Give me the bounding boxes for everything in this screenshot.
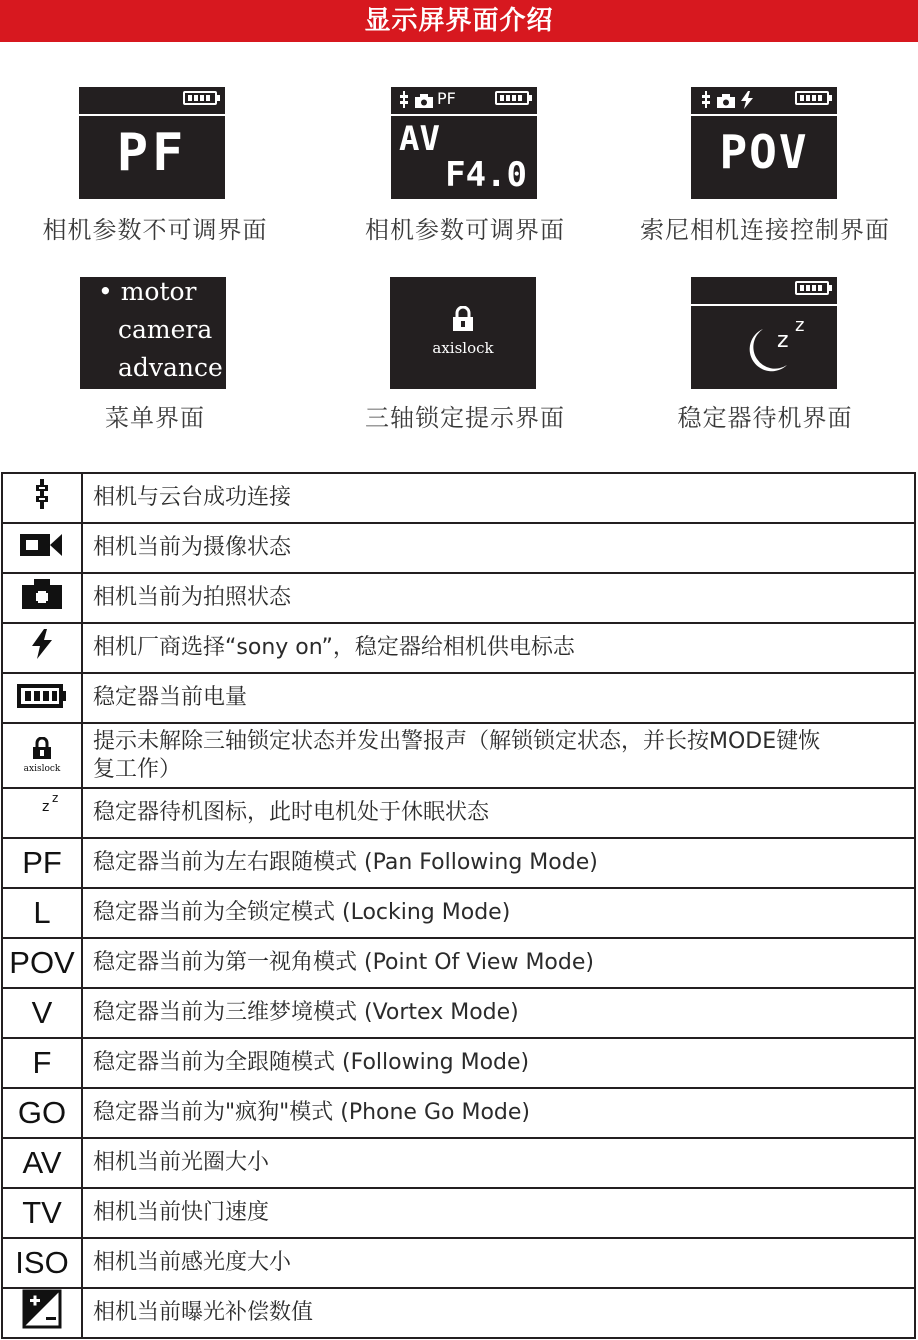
table-row bbox=[2, 623, 915, 673]
legend-description: 稳定器待机图标，此时电机处于休眠状态 bbox=[82, 788, 915, 838]
mode-label: GO bbox=[2, 1088, 82, 1138]
screen-axislock bbox=[390, 277, 536, 389]
axislock-label: axislock bbox=[432, 339, 494, 357]
screen-params-adjustable bbox=[391, 87, 537, 199]
exposure-compensation-icon bbox=[22, 1301, 62, 1336]
mode-label: PF bbox=[2, 838, 82, 888]
video-camera-icon bbox=[20, 530, 64, 565]
table-row bbox=[2, 1138, 915, 1188]
table-row bbox=[2, 838, 915, 888]
table-row bbox=[2, 988, 915, 1038]
legend-description: 稳定器当前为"疯狗"模式 (Phone Go Mode) bbox=[82, 1088, 915, 1138]
photo-camera-icon bbox=[22, 581, 62, 616]
legend-description: 相机当前曝光补偿数值 bbox=[82, 1288, 915, 1338]
divider bbox=[691, 304, 837, 306]
legend-description: 稳定器当前为左右跟随模式 (Pan Following Mode) bbox=[82, 838, 915, 888]
table-row bbox=[2, 1038, 915, 1088]
screen-params-fixed bbox=[79, 87, 225, 199]
screen-caption: 相机参数不可调界面 bbox=[42, 216, 268, 244]
menu-item-camera: camera bbox=[118, 315, 213, 344]
page-title: 显示屏界面介绍 bbox=[364, 6, 554, 36]
legend-description: 相机当前为拍照状态 bbox=[82, 573, 915, 623]
svg-text:z: z bbox=[795, 315, 805, 336]
screen-caption: 菜单界面 bbox=[105, 404, 205, 432]
svg-text:z: z bbox=[42, 799, 50, 815]
lightning-icon bbox=[741, 91, 753, 113]
screen-caption: 三轴锁定提示界面 bbox=[365, 404, 565, 432]
lightning-icon bbox=[32, 631, 52, 666]
photo-camera-icon bbox=[415, 93, 433, 112]
legend-description: 相机当前快门速度 bbox=[82, 1188, 915, 1238]
menu-item-motor: • motor bbox=[98, 277, 197, 306]
divider bbox=[391, 114, 537, 116]
legend-description: 相机当前光圈大小 bbox=[82, 1138, 915, 1188]
mode-label: V bbox=[2, 988, 82, 1038]
battery-icon bbox=[795, 91, 829, 105]
battery-icon bbox=[495, 91, 529, 105]
lock-icon bbox=[451, 306, 475, 336]
mode-display: PF bbox=[116, 123, 188, 183]
table-row bbox=[2, 473, 915, 523]
mode-display: POV bbox=[719, 125, 809, 179]
table-row bbox=[2, 673, 915, 723]
connection-icon bbox=[701, 91, 711, 112]
legend-description: 稳定器当前为全跟随模式 (Following Mode) bbox=[82, 1038, 915, 1088]
sleep-icon bbox=[20, 791, 64, 834]
table-row bbox=[2, 888, 915, 938]
legend-description: 稳定器当前为三维梦境模式 (Vortex Mode) bbox=[82, 988, 915, 1038]
screen-caption: 相机参数可调界面 bbox=[365, 216, 565, 244]
battery-icon bbox=[183, 91, 217, 105]
mode-label: POV bbox=[2, 938, 82, 988]
mode-label: TV bbox=[2, 1188, 82, 1238]
screen-sony-control bbox=[691, 87, 837, 199]
page-header bbox=[0, 0, 918, 42]
table-row bbox=[2, 723, 915, 788]
table-row bbox=[2, 788, 915, 838]
sleep-icon bbox=[737, 313, 817, 381]
divider bbox=[691, 114, 837, 116]
mode-label: ISO bbox=[2, 1238, 82, 1288]
icon-legend-table bbox=[1, 472, 916, 1339]
svg-text:z: z bbox=[777, 328, 789, 353]
connection-icon bbox=[399, 91, 409, 112]
table-row bbox=[2, 1188, 915, 1238]
exposure-mode: AV bbox=[399, 119, 440, 159]
screen-standby bbox=[691, 277, 837, 389]
table-row bbox=[2, 938, 915, 988]
legend-description: 相机厂商选择“sony on”，稳定器给相机供电标志 bbox=[82, 623, 915, 673]
menu-item-advance: advance bbox=[118, 353, 223, 382]
photo-camera-icon bbox=[717, 93, 735, 112]
table-row bbox=[2, 1088, 915, 1138]
aperture-value: F4.0 bbox=[445, 155, 527, 195]
mode-label: F bbox=[2, 1038, 82, 1088]
legend-description: 稳定器当前为全锁定模式 (Locking Mode) bbox=[82, 888, 915, 938]
screen-caption: 索尼相机连接控制界面 bbox=[640, 216, 890, 244]
axislock-icon-label: axislock bbox=[23, 763, 61, 774]
svg-text:z: z bbox=[52, 791, 59, 805]
screen-caption: 稳定器待机界面 bbox=[677, 404, 853, 432]
screen-menu bbox=[80, 277, 226, 389]
status-mode: PF bbox=[437, 89, 456, 108]
axislock-icon bbox=[24, 733, 61, 774]
table-row bbox=[2, 573, 915, 623]
battery-icon bbox=[795, 281, 829, 295]
divider bbox=[79, 114, 225, 116]
connection-icon bbox=[35, 481, 49, 516]
legend-description: 相机与云台成功连接 bbox=[82, 473, 915, 523]
legend-description: 相机当前感光度大小 bbox=[82, 1238, 915, 1288]
legend-description: 稳定器当前电量 bbox=[82, 673, 915, 723]
battery-icon bbox=[17, 680, 67, 715]
legend-description: 提示未解除三轴锁定状态并发出警报声（解锁锁定状态，并长按MODE键恢复工作） bbox=[82, 723, 915, 788]
table-row bbox=[2, 523, 915, 573]
table-row bbox=[2, 1288, 915, 1338]
mode-label: AV bbox=[2, 1138, 82, 1188]
mode-label: L bbox=[2, 888, 82, 938]
table-row bbox=[2, 1238, 915, 1288]
legend-description: 相机当前为摄像状态 bbox=[82, 523, 915, 573]
legend-description: 稳定器当前为第一视角模式 (Point Of View Mode) bbox=[82, 938, 915, 988]
